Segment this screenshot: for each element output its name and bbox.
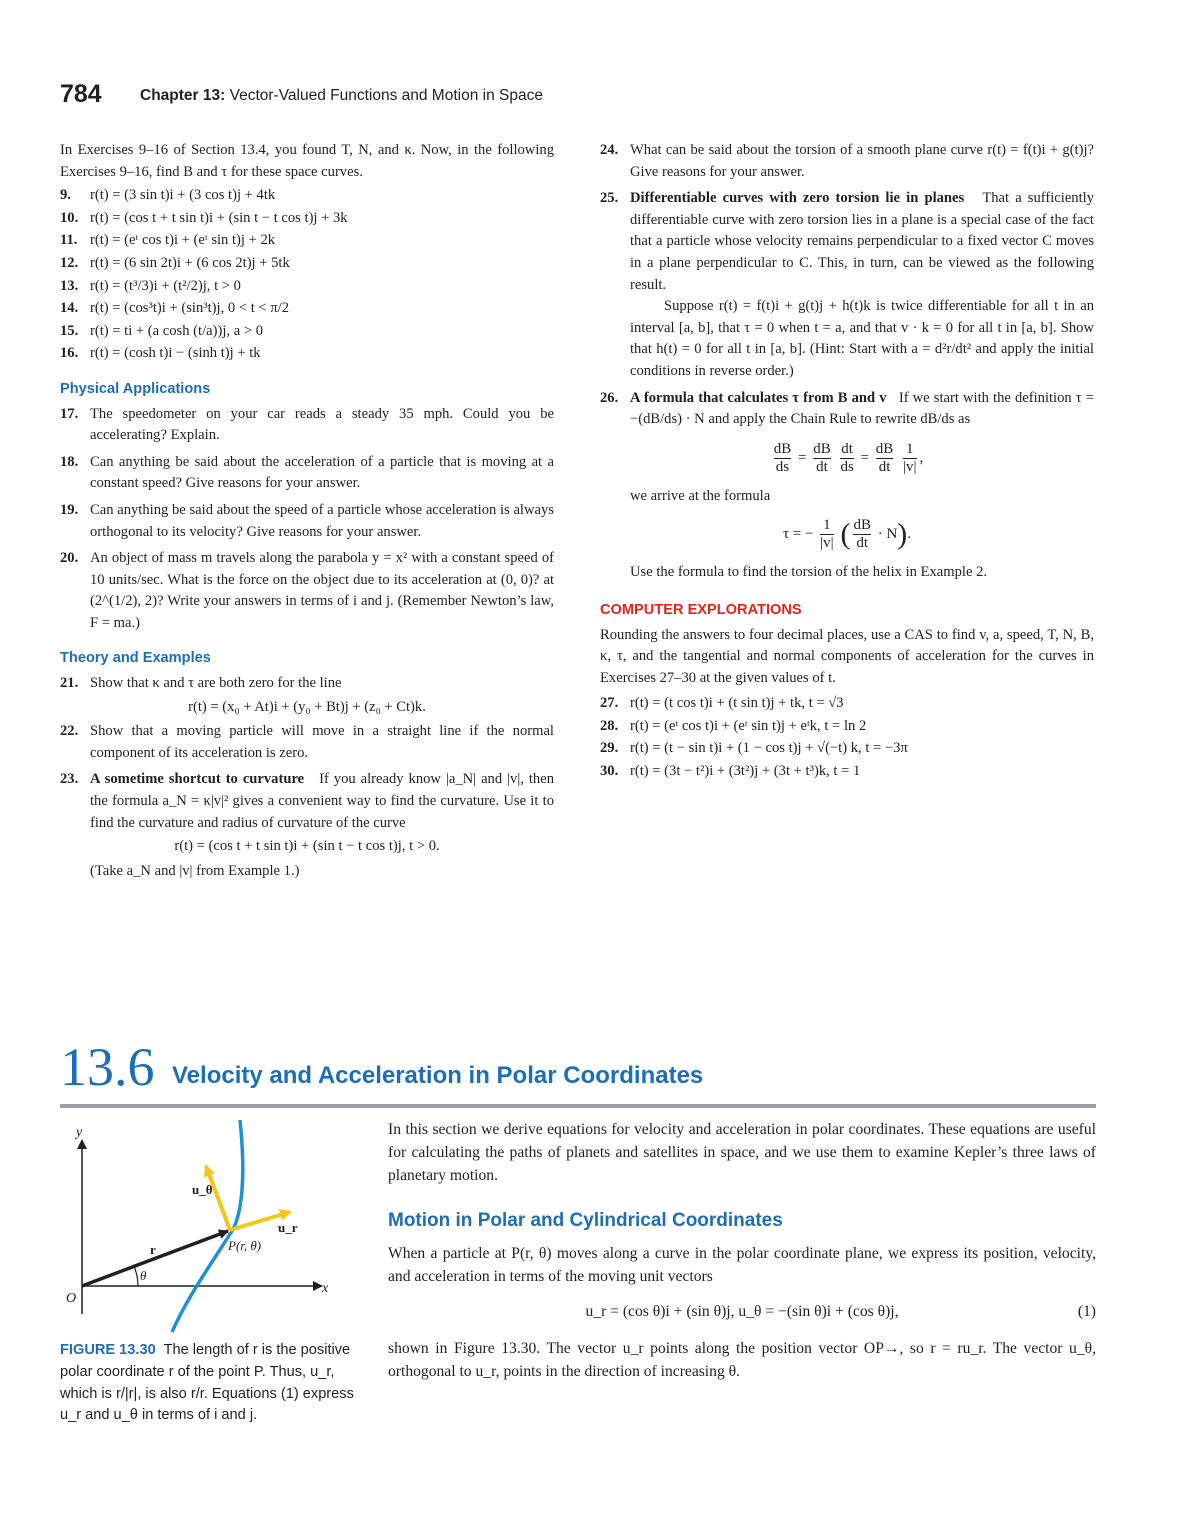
exercise-text: r(t) = (eᵗ cos t)i + (eᵗ sin t)j + eᵗk, t = ln 2	[630, 717, 867, 734]
fraction	[813, 441, 831, 476]
physical-applications-heading: Physical Applications	[60, 380, 211, 397]
exercise-number: 29.	[600, 740, 619, 757]
exercise-item	[60, 500, 554, 543]
fraction	[774, 441, 792, 476]
section-paragraph-1: When a particle at P(r, θ) moves along a curve in the polar coordinate plane, we express its position, velocity, and acceleration in terms of the moving unit vectors	[388, 1245, 1096, 1285]
exercises-intro: In Exercises 9–16 of Section 13.4, you found T, N, and κ. Now, in the following Exercises 9–16, find B and τ for these space curves.	[60, 142, 554, 180]
fraction-denominator: ds	[840, 458, 854, 475]
exercise-list-17-20	[60, 404, 554, 635]
exercise-number: 25.	[600, 190, 619, 207]
exercise-23-equation: r(t) = (cos t + t sin t)i + (sin t − t cos t)j, t > 0.	[174, 838, 440, 855]
u-theta-vector	[206, 1166, 230, 1230]
fraction-denominator: dt	[876, 458, 894, 476]
right-column	[600, 140, 1094, 784]
exercise-number: 9.	[60, 187, 71, 204]
exercise-text: If we start with the definition τ = −(dB/ds) · N and apply the Chain Rule to rewrite dB/ds as	[630, 389, 1094, 428]
chapter-title: Vector-Valued Functions and Motion in Space	[229, 87, 543, 104]
equation-number: (1)	[1077, 1303, 1096, 1320]
exercise-26	[600, 388, 1094, 431]
dot-n: · N	[877, 526, 898, 543]
exercise-item	[60, 298, 554, 320]
exercise-body	[630, 188, 1094, 382]
figure-number: FIGURE 13.30	[60, 1342, 156, 1358]
fraction-numerator: 1	[823, 517, 831, 534]
exercise-text: What can be said about the torsion of a smooth plane curve r(t) = f(t)i + g(t)j? Give reasons for your answer.	[630, 142, 1094, 180]
fraction	[820, 517, 834, 552]
fraction-numerator: dB	[875, 440, 894, 457]
exercise-text: r(t) = (cos³t)i + (sin³t)j, 0 < t < π/2	[90, 300, 290, 317]
exercise-text: r(t) = (t cos t)i + (t sin t)j + tk, t = √3	[630, 695, 844, 712]
computer-explorations-intro: Rounding the answers to four decimal places, use a CAS to find v, a, speed, T, N, B, κ, τ, and the tangential and normal components of acceleration for the curves in Exercises 27–30 at the given values of t.	[600, 626, 1094, 686]
theory-examples-heading: Theory and Examples	[60, 650, 211, 667]
exercise-number: 19.	[60, 501, 79, 518]
exercise-number: 15.	[60, 322, 79, 339]
exercise-text: The speedometer on your car reads a steady 35 mph. Could you be accelerating? Explain.	[90, 405, 554, 444]
exercise-text: That a sufficiently differentiable curve with zero torsion lies in a plane is a special case of the fact that a particle whose velocity remains perpendicular to a fixed vector C moves in a plane perpendicular to C. This, in turn, can be viewed as the following result.	[630, 190, 1095, 293]
exercise-text: r(t) = (cos t + t sin t)i + (sin t − t cos t)j + 3k	[90, 209, 348, 226]
equals-sign: =	[797, 449, 807, 466]
figure-13-30	[60, 1118, 350, 1338]
u-r-label: u_r	[278, 1220, 298, 1235]
x-axis-label: x	[322, 1281, 329, 1296]
section-paragraph-2: shown in Figure 13.30. The vector u_r points along the position vector OP→, so r = ru_r. The vector u_θ, orthogonal to u_r, points in the direction of increasing θ.	[388, 1340, 1096, 1380]
fraction-numerator: dt	[841, 440, 853, 457]
exercise-25	[600, 188, 1094, 382]
exercise-item	[60, 343, 554, 365]
exercise-item	[60, 276, 554, 298]
left-column	[60, 140, 554, 882]
exercise-number: 28.	[600, 717, 619, 734]
figure-caption-text: The length of r is the positive polar coordinate r of the point P. Thus, u_r, which is r/|r|, is also r/r. Equations (1) express u_r and u_θ in terms of i and j.	[60, 1342, 354, 1424]
exercise-26-mid: we arrive at the formula	[630, 487, 771, 504]
exercise-item	[60, 404, 554, 447]
exercise-text: r(t) = (6 sin 2t)i + (6 cos 2t)j + 5tk	[90, 254, 290, 271]
u-theta-label: u_θ	[192, 1182, 213, 1197]
equation-1-text: u_r = (cos θ)i + (sin θ)j, u_θ = −(sin θ)i + (cos θ)j,	[585, 1303, 899, 1320]
origin-label: O	[66, 1291, 77, 1306]
exercise-number: 23.	[60, 771, 79, 788]
motion-subheading: Motion in Polar and Cylindrical Coordinates	[388, 1210, 783, 1231]
exercise-number: 14.	[60, 300, 79, 317]
point-label: P(r, θ)	[228, 1238, 262, 1253]
y-axis-label: y	[76, 1125, 83, 1140]
exercise-text: Show that κ and τ are both zero for the line	[90, 675, 342, 692]
equals-sign: =	[860, 449, 870, 466]
fraction-denominator: |v|	[903, 458, 917, 475]
exercise-item	[600, 738, 1094, 760]
polar-vector-diagram	[60, 1118, 350, 1338]
exercise-number: 10.	[60, 209, 79, 226]
exercise-text: r(t) = (t − sin t)i + (1 − cos t)j + √(−t) k, t = −3π	[630, 740, 908, 757]
exercise-item	[60, 321, 554, 343]
exercise-item	[60, 253, 554, 275]
exercise-25-paragraph-2: Suppose r(t) = f(t)i + g(t)j + h(t)k is twice differentiable for all t in an interval [a, b], that τ = 0 when t = a, and that v · k = 0 for all t in [a, b]. Show that h(t) = 0 for all t in [a, b]. (Hint: Start with a = d²r/dt² and apply the initial conditions in reverse order.)	[630, 298, 1094, 379]
exercise-number: 24.	[600, 142, 619, 158]
exercise-text: r(t) = (eᵗ cos t)i + (eᵗ sin t)j + 2k	[90, 232, 276, 249]
section-heading	[60, 1032, 1096, 1110]
exercise-item	[60, 230, 554, 252]
theta-arc	[134, 1266, 138, 1286]
exercise-23	[60, 769, 554, 834]
exercise-label: A formula that calculates τ from B and v	[630, 389, 887, 406]
fraction	[840, 441, 853, 476]
exercise-23-note: (Take a_N and |v| from Example 1.)	[90, 862, 300, 879]
section-intro: In this section we derive equations for velocity and acceleration in polar coordinates. These equations are useful for calculating the paths of planets and satellites in space, and we use them to examine Kepler’s three laws of planetary motion.	[388, 1121, 1096, 1184]
exercise-number: 16.	[60, 345, 79, 362]
exercise-text: Show that a moving particle will move in a straight line if the normal component of its acceleration is zero.	[90, 723, 554, 761]
figure-caption	[60, 1340, 360, 1427]
formula-lhs: τ = −	[782, 526, 814, 543]
exercise-text: Can anything be said about the acceleration of a particle that is moving at a constant speed? Give reasons for your answer.	[90, 453, 554, 492]
exercise-text: r(t) = (3t − t²)i + (3t²)j + (3t + t³)k, t = 1	[630, 763, 861, 780]
fraction-numerator: dB	[853, 517, 871, 534]
exercise-24	[600, 140, 1094, 183]
page-number: 784	[60, 80, 102, 108]
exercise-number: 27.	[600, 695, 619, 712]
exercise-text: r(t) = (cosh t)i − (sinh t)j + tk	[90, 345, 261, 362]
exercise-item	[600, 693, 1094, 715]
exercise-text: Can anything be said about the speed of a particle whose acceleration is always orthogonal to its velocity? Give reasons for your answer.	[90, 501, 554, 540]
exercise-text: If you already know |a_N| and |v|, then the formula a_N = κ|v|² gives a convenient way to find the curvature. Use it to find the curvature and radius of curvature of the curve	[90, 771, 554, 831]
fraction	[903, 441, 917, 476]
fraction-numerator: dB	[813, 440, 831, 457]
exercise-body	[90, 769, 554, 834]
exercise-number: 30.	[600, 763, 619, 780]
section-body	[388, 1118, 1096, 1383]
exercise-list-27-30	[600, 693, 1094, 782]
exercise-item	[600, 761, 1094, 783]
punctuation: ,	[919, 449, 924, 466]
chain-rule-equation	[600, 441, 1094, 476]
page-header	[60, 80, 1140, 110]
exercise-text: An object of mass m travels along the parabola y = x² with a constant speed of 10 units/sec. What is the force on the object due to its acceleration at (0, 0)? at (2^(1/2), 2)? Write your answers in terms of i and j. (Remember Newton’s law, F = ma.)	[90, 550, 554, 631]
fraction	[876, 441, 894, 476]
exercise-number: 13.	[60, 277, 79, 294]
exercise-21-equation: r(t) = (x₀ + At)i + (y₀ + Bt)j + (z₀ + Ct)k.	[188, 698, 426, 715]
fraction-denominator: ds	[774, 458, 792, 476]
chapter-label: Chapter 13:	[140, 87, 226, 104]
exercise-number: 12.	[60, 254, 79, 271]
exercise-number: 20.	[60, 550, 79, 567]
exercise-label: A sometime shortcut to curvature	[90, 771, 305, 788]
equation-1	[388, 1300, 1096, 1323]
motion-curve	[172, 1120, 243, 1332]
torsion-formula: τ = − $\frac{1}{|v|}$ ( $\frac{dB}{dt}$ · N).	[782, 517, 912, 552]
punctuation: .	[907, 526, 912, 543]
fraction-denominator: dt	[853, 534, 871, 552]
exercise-item	[600, 716, 1094, 738]
computer-explorations-heading: COMPUTER EXPLORATIONS	[600, 601, 802, 618]
exercise-number: 21.	[60, 675, 79, 692]
exercise-text: r(t) = (3 sin t)i + (3 cos t)j + 4tk	[90, 187, 276, 204]
exercise-text: r(t) = (t³/3)i + (t²/2)j, t > 0	[90, 277, 241, 294]
exercise-26-conclusion: Use the formula to find the torsion of the helix in Example 2.	[630, 564, 988, 581]
exercise-number: 26.	[600, 389, 619, 406]
exercise-number: 18.	[60, 453, 79, 470]
section-title: Velocity and Acceleration in Polar Coordinates	[172, 1062, 704, 1089]
exercise-label: Differentiable curves with zero torsion lie in planes	[630, 190, 965, 207]
fraction-numerator: dB	[773, 440, 792, 457]
exercise-21	[60, 673, 554, 695]
exercise-item	[60, 548, 554, 634]
exercise-body	[630, 388, 1094, 431]
fraction-numerator: 1	[906, 440, 914, 457]
running-head	[140, 87, 543, 105]
r-vector-label: r	[150, 1242, 156, 1257]
exercise-list-9-16	[60, 185, 554, 365]
exercise-22	[60, 721, 554, 764]
fraction	[853, 517, 871, 552]
exercise-number: 17.	[60, 405, 79, 422]
exercise-item	[60, 185, 554, 207]
fraction-denominator: |v|	[820, 535, 834, 552]
exercise-text: r(t) = ti + (a cosh (t/a))j, a > 0	[90, 322, 264, 339]
position-vector-r	[82, 1231, 228, 1286]
section-rule	[60, 1104, 1096, 1108]
exercise-item	[60, 452, 554, 495]
fraction-denominator: dt	[813, 458, 831, 476]
exercise-number: 22.	[60, 723, 79, 740]
section-number: 13.6	[60, 1037, 155, 1097]
theta-label: θ	[140, 1268, 147, 1283]
exercise-number: 11.	[60, 232, 78, 249]
exercise-item	[60, 208, 554, 230]
